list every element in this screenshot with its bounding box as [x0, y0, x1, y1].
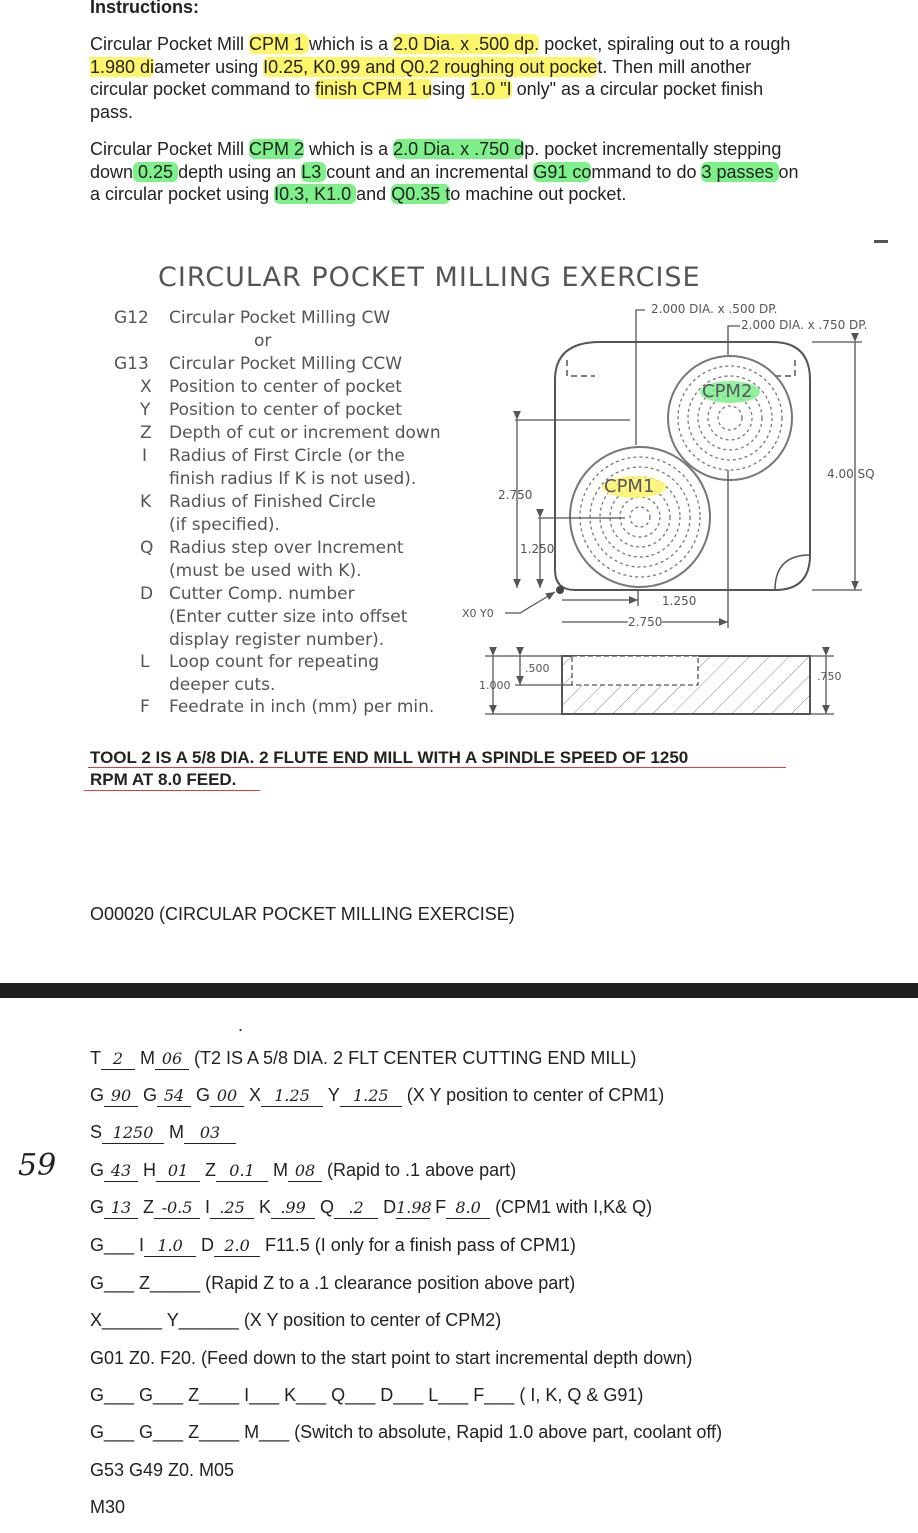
code-text: T: [90, 1048, 101, 1068]
answer-g-rapid[interactable]: 00: [210, 1088, 244, 1107]
origin-label: X0 Y0: [462, 607, 494, 620]
legend-text-z: Depth of cut or increment down: [169, 423, 441, 443]
diagram-title: CIRCULAR POCKET MILLING EXERCISE: [158, 262, 701, 293]
legend-text-d-cont2: display register number).: [169, 630, 385, 650]
program-line-7: G___ Z_____ (Rapid Z to a .1 clearance position above part): [90, 1273, 576, 1293]
legend-code-i: I: [142, 446, 148, 466]
p1-text: only" as a circular pocket finish pass.: [90, 79, 764, 122]
code-text: S: [90, 1122, 103, 1142]
legend-code-d: D: [140, 584, 154, 604]
code-text: F: [430, 1197, 447, 1217]
tool-note-underline-2: [84, 790, 260, 791]
p2-highlight: 0.25: [133, 161, 179, 182]
code-text: Y: [323, 1085, 340, 1105]
p2-text: on a circular pocket using: [90, 161, 799, 204]
answer-m-coolant[interactable]: 08: [288, 1163, 322, 1182]
code-text: Q: [315, 1197, 335, 1217]
legend-code-g12: G12: [114, 308, 149, 328]
p1-text: which is a: [309, 34, 394, 54]
p2-text: o machine out pocket.: [450, 184, 627, 204]
dim-2750-horizontal: 2.750: [628, 615, 663, 629]
legend-text-x: Position to center of pocket: [169, 377, 402, 397]
code-text: (CPM1 with I,K& Q): [490, 1197, 653, 1217]
cpm2-pocket: [668, 356, 792, 480]
legend-text-i-cont: finish radius If K is not used).: [169, 469, 417, 489]
answer-m-code[interactable]: 06: [155, 1051, 189, 1070]
code-text: (T2 IS A 5/8 DIA. 2 FLT CENTER CUTTING END MILL): [189, 1048, 637, 1068]
program-line-10: G___ G___ Z____ I___ K___ Q___ D___ L___ F___ ( I, K, Q & G91): [90, 1385, 644, 1405]
answer-tool[interactable]: 2: [101, 1051, 135, 1070]
dim-2750-vertical: 2.750: [498, 488, 533, 502]
cpm1-pocket: [570, 447, 710, 587]
legend-text-y: Position to center of pocket: [169, 400, 402, 420]
program-line-9: G01 Z0. F20. (Feed down to the start point to start incremental depth down): [90, 1348, 693, 1368]
p1-text: ameter using: [154, 56, 264, 77]
code-text: M: [164, 1122, 185, 1142]
p1-highlight: 1.980 di: [90, 56, 155, 77]
p2-highlight: Q0.35 t: [391, 184, 451, 204]
p2-text: depth using an: [178, 161, 302, 182]
p2-text: and: [356, 184, 392, 204]
tool-note-underline-1: [88, 767, 786, 768]
p1-text: t. Then mill another circular pocket command to: [90, 56, 752, 99]
p1-highlight: finish CPM 1 u: [315, 79, 433, 99]
dim-1250-vertical: 1.250: [520, 542, 555, 556]
p1-highlight: 1.0 "I: [470, 79, 512, 99]
legend-text-g12: Circular Pocket Milling CW: [169, 308, 391, 328]
program-line-6: [90, 1235, 576, 1257]
answer-h[interactable]: 01: [156, 1163, 200, 1182]
p1-highlight: 2.0 Dia. x .500 dp.: [393, 34, 540, 54]
legend-text-f: Feedrate in inch (mm) per min.: [169, 697, 435, 717]
program-line-1: [90, 1048, 636, 1070]
legend-code-x: X: [140, 377, 152, 397]
legend-text-k: Radius of Finished Circle: [169, 492, 376, 512]
code-text: G___ I: [90, 1235, 145, 1255]
answer-m-spindle[interactable]: 03: [184, 1125, 236, 1144]
answer-g-abs[interactable]: 90: [104, 1088, 138, 1107]
dim-1250-horizontal: 1.250: [662, 594, 697, 608]
pocket-drawing: [0, 0, 918, 730]
program-line-5: [90, 1197, 652, 1219]
code-text: D: [378, 1197, 397, 1217]
code-text: Z: [138, 1197, 155, 1217]
answer-y[interactable]: 1.25: [340, 1088, 402, 1107]
p2-highlight: L3: [301, 161, 327, 182]
callout-cpm2: 2.000 DIA. x .750 DP.: [741, 318, 868, 332]
answer-z-depth[interactable]: -0.5: [154, 1200, 200, 1219]
legend-text-q: Radius step over Increment: [169, 538, 404, 558]
legend-code-q: Q: [140, 538, 154, 558]
code-text: (X Y position to center of CPM1): [401, 1085, 665, 1105]
margin-note: 59: [18, 1148, 57, 1183]
answer-g-ccw[interactable]: 13: [104, 1200, 138, 1219]
legend-text-i: Radius of First Circle (or the: [169, 446, 405, 466]
p1-text: Circular Pocket Mill: [90, 34, 250, 54]
p2-text: Circular Pocket Mill: [90, 139, 250, 159]
code-text: G: [90, 1085, 105, 1105]
program-line-2: [90, 1085, 664, 1107]
p2-highlight: G91 co: [533, 161, 592, 182]
legend-code-z: Z: [140, 423, 152, 443]
p2-text: which is a: [304, 139, 394, 159]
program-line-4: [90, 1160, 516, 1182]
p1-highlight: CPM 1: [249, 34, 310, 54]
answer-i-finish[interactable]: 1.0: [144, 1238, 196, 1257]
answer-d-finish[interactable]: 2.0: [214, 1238, 260, 1257]
legend-text-l-cont: deeper cuts.: [169, 675, 276, 695]
code-text: G: [90, 1197, 105, 1217]
dim-750: .750: [817, 670, 842, 683]
answer-z[interactable]: 0.1: [216, 1163, 268, 1182]
code-text: X: [244, 1085, 262, 1105]
legend-code-k: K: [140, 492, 152, 512]
dim-4-sq: 4.00 SQ: [827, 467, 875, 481]
program-line-12: G53 G49 Z0. M05: [90, 1460, 235, 1480]
legend-text-d-cont: (Enter cutter size into offset: [169, 607, 408, 627]
page-divider: [0, 983, 918, 998]
callout-cpm1: 2.000 DIA. x .500 DP.: [651, 302, 778, 316]
answer-x[interactable]: 1.25: [261, 1088, 323, 1107]
legend-code-l: L: [140, 652, 150, 672]
p2-highlight: 3 passes: [701, 161, 779, 182]
legend-code-y: Y: [140, 400, 151, 420]
answer-d[interactable]: 1.98: [396, 1198, 432, 1217]
cpm2-label: CPM2: [702, 381, 753, 402]
code-text: (Rapid to .1 above part): [322, 1160, 517, 1180]
code-text: G: [90, 1160, 105, 1180]
dim-500: .500: [525, 662, 550, 675]
code-text: M: [268, 1160, 289, 1180]
code-text: M: [135, 1048, 155, 1068]
answer-g-length[interactable]: 43: [104, 1163, 138, 1182]
p2-highlight: I0.3, K1.0: [274, 184, 357, 204]
legend-text-k-cont: (if specified).: [169, 515, 280, 535]
answer-f[interactable]: 8.0: [446, 1200, 490, 1219]
legend-code-g13: G13: [114, 354, 149, 374]
p1-text: pocket, spiraling out to a rough: [539, 34, 791, 54]
code-text: H: [138, 1160, 157, 1180]
code-text: F11.5 (I only for a finish pass of CPM1): [260, 1235, 576, 1255]
legend-text-g13: Circular Pocket Milling CCW: [169, 354, 403, 374]
p1-highlight: I0.25, K0.99 and Q0.2 roughing out pocke: [263, 56, 598, 77]
program-line-13: M30: [90, 1497, 126, 1517]
stray-dot: .: [238, 1015, 244, 1035]
p2-highlight: CPM 2: [249, 139, 305, 159]
answer-q[interactable]: .2: [334, 1200, 378, 1219]
code-text: G: [138, 1085, 158, 1105]
code-text: G: [191, 1085, 211, 1105]
legend-text-d: Cutter Comp. number: [169, 584, 355, 604]
tool-note-line-2: RPM AT 8.0 FEED.: [90, 770, 237, 789]
cpm1-label: CPM1: [604, 476, 655, 497]
code-text: D: [196, 1235, 215, 1255]
p2-text: p. pocket incrementally stepping down: [90, 139, 782, 182]
answer-spindle[interactable]: 1250: [102, 1125, 164, 1144]
code-text: K: [254, 1197, 272, 1217]
answer-i[interactable]: .25: [210, 1200, 254, 1219]
instructions-heading: Instructions:: [90, 0, 200, 17]
legend-text-q-cont: (must be used with K).: [169, 561, 362, 581]
p2-text: count and an incremental: [326, 161, 534, 182]
tool-note-line-1: TOOL 2 IS A 5/8 DIA. 2 FLUTE END MILL WITH A SPINDLE SPEED OF 1250: [90, 748, 689, 767]
dim-1000: 1.000: [479, 679, 511, 692]
code-text: I: [200, 1197, 211, 1217]
p2-highlight: 2.0 Dia. x .750 d: [393, 139, 525, 159]
legend-code-f: F: [140, 697, 150, 717]
program-line-11: G___ G___ Z____ M___ (Switch to absolute, Rapid 1.0 above part, coolant off): [90, 1422, 723, 1442]
program-header: O00020 (CIRCULAR POCKET MILLING EXERCISE): [90, 904, 515, 924]
legend-text-l: Loop count for repeating: [169, 652, 380, 672]
answer-k[interactable]: .99: [271, 1200, 315, 1219]
legend-text-or: or: [254, 331, 272, 351]
program-line-3: [90, 1122, 236, 1144]
p1-text: sing: [432, 79, 471, 99]
code-text: Z: [200, 1160, 217, 1180]
program-line-8: X______ Y______ (X Y position to center of CPM2): [90, 1310, 502, 1330]
answer-g-work[interactable]: 54: [157, 1088, 191, 1107]
p2-text: mmand to do: [591, 161, 702, 182]
